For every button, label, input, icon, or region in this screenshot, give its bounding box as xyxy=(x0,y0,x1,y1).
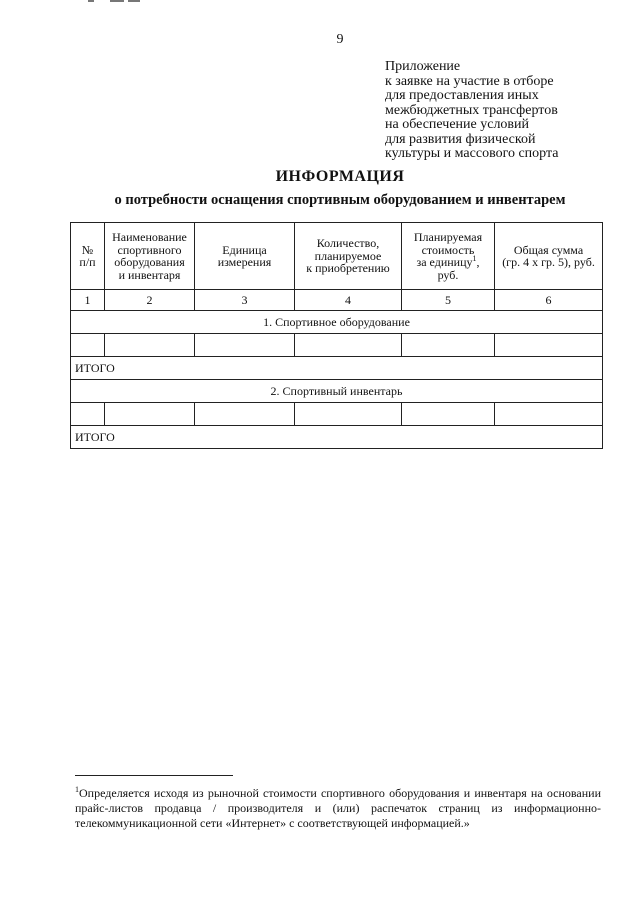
header-unit-price-suffix: , руб. xyxy=(437,255,480,282)
footnote-reference: 1 xyxy=(472,254,477,263)
column-number: 4 xyxy=(295,290,402,311)
scan-mark xyxy=(128,0,140,2)
section-title: 1. Спортивное оборудование xyxy=(71,311,603,334)
section-row-inventory xyxy=(71,380,603,403)
appendix-line: Приложение xyxy=(385,59,461,74)
section-title: 2. Спортивный инвентарь xyxy=(71,380,603,403)
table-row xyxy=(71,334,603,357)
footnote-divider xyxy=(75,775,233,776)
document-subtitle: о потребности оснащения спортивным оборудованием и инвентарем xyxy=(114,192,566,208)
appendix-line: для развития физической xyxy=(385,131,536,147)
table-cell[interactable] xyxy=(495,403,603,426)
header-cell-total: Общая сумма (гр. 4 х гр. 5), руб. xyxy=(495,223,603,290)
column-number: 6 xyxy=(495,290,603,311)
document-title: ИНФОРМАЦИЯ xyxy=(275,168,405,185)
appendix-line: для предоставления иных xyxy=(385,88,539,103)
scan-mark xyxy=(110,0,124,2)
appendix-line: межбюджетных трансфертов xyxy=(385,102,558,118)
header-unit-price-text: Планируемая стоимость за единицу xyxy=(413,230,483,269)
column-number: 5 xyxy=(402,290,495,311)
table-cell[interactable] xyxy=(295,403,402,426)
total-label: ИТОГО xyxy=(71,426,603,449)
table-row xyxy=(71,403,603,426)
table-cell[interactable] xyxy=(105,403,195,426)
table-cell[interactable] xyxy=(402,334,495,357)
header-cell-name: Наименование спортивного оборудования и инвентаря xyxy=(105,223,195,290)
table-cell[interactable] xyxy=(71,403,105,426)
total-label: ИТОГО xyxy=(71,357,603,380)
appendix-line: на обеспечение условий xyxy=(385,117,530,132)
section-row-equipment xyxy=(71,311,603,334)
table-cell[interactable] xyxy=(495,334,603,357)
footnote-mark: 1 xyxy=(75,785,79,794)
footnote-text: Определяется исходя из рыночной стоимости спортивного оборудования и инвентаря на основании прайс-листов продавца / производителя и (или) распечаток страниц из информационно-телекоммуникационной сети «Интернет» с соответствующей информацией.» xyxy=(75,786,601,830)
table-cell[interactable] xyxy=(195,403,295,426)
column-number: 2 xyxy=(105,290,195,311)
header-row xyxy=(71,223,603,290)
scan-mark xyxy=(88,0,94,2)
total-row xyxy=(71,357,603,380)
table-cell[interactable] xyxy=(71,334,105,357)
page-number: 9 xyxy=(336,32,344,47)
table-cell[interactable] xyxy=(295,334,402,357)
header-cell-number: № п/п xyxy=(71,223,105,290)
appendix-line: культуры и массового спорта xyxy=(385,146,559,161)
appendix-line: к заявке на участие в отборе xyxy=(385,73,554,89)
header-cell-unit: Единица измерения xyxy=(195,223,295,290)
header-cell-unit-price xyxy=(402,223,495,290)
column-number: 3 xyxy=(195,290,295,311)
table-cell[interactable] xyxy=(402,403,495,426)
table-cell[interactable] xyxy=(195,334,295,357)
equipment-needs-table xyxy=(70,222,603,449)
appendix-header xyxy=(385,60,625,162)
total-row xyxy=(71,426,603,449)
column-number: 1 xyxy=(71,290,105,311)
column-number-row xyxy=(71,290,603,311)
footnote xyxy=(75,786,601,831)
header-cell-quantity: Количество, планируемое к приобретению xyxy=(295,223,402,290)
table-cell[interactable] xyxy=(105,334,195,357)
